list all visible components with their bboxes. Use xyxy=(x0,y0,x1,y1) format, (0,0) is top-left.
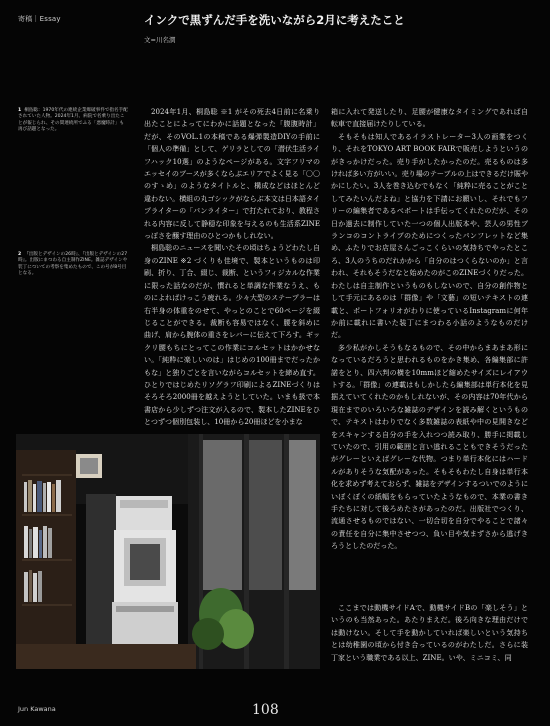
footnote-number: 1 xyxy=(18,108,22,113)
footnote-2 xyxy=(18,252,128,278)
footnote-number: 2 xyxy=(18,252,22,257)
page-number: 108 xyxy=(252,702,279,718)
article-title: インクで黒ずんだ手を洗いながら2月に考えたこと xyxy=(144,13,405,27)
category-label: 寄稿｜Essay xyxy=(18,15,61,23)
body-paragraph: 2024年1月、桐島聡 ※1 がその死去4日前に名乗り出たことによってにわかに話題となった「腹腹時計」だが、そのVOL.1の本稿である爆弾製造DIYの手前に「個人の準備」として、ゲリラとしての「潜伏生活ライフハック10選」のようなページがある。文字フリマのエッセイのブースが多くならぶエリアでよく見る「〇〇のすゝめ」のようなタイトルと、構成などはほとんど違わない。横組の丸ゴシックがならぶ本文は日本語タイプライターの「パンライター」で打たれており、教程される内容に反して静穏な印象を与えるのも生活系ZINEっぽさを醸す理由のひとつかもしれない。 xyxy=(144,107,320,241)
author-footer: Jun Kawana xyxy=(18,705,56,713)
body-paragraph: そもそもは知人であるイラストレーター3人の画業をつくり、それをTOKYO ART BOOK FAIRで販売しようというのがきっかけだった。売り手がしたかったのだ。売るものは多ければ多い方がいい。売り場のテーブルの上はできるだけ賑やかにしたい。3人を巻き込むでもなく「純粋に売ることがことしてみたいんだよね」と協力を下請にお願いし、それでもフリーの編集者であるべポートは手伝ってくれたのだが、その日か過去に制作していた一つの個人出版本や、芸人の男性ブランコのコントライブのためにつくったパンフレットなど集め、ふたりでお店屋さんごっこくらいの気持ちでやったところ、3人のうちのだれかから「自分のはつくらないのか」と言われ、それもそうだなと始めたのがこのZINEづくりだった。わたしは自主制作というものもしないので、自分の創作物として手元にあるのは「群像」や「文藝」の短いテキストの連載と、ポートフォリオがわりに使っているInstagramに何年か前に載れに書いた装丁にまつわる小話のようなものだけだ。 xyxy=(331,131,528,340)
body-paragraph: 箱に入れて発送したり、足腰が健康なタイミングであれば自転車で直接届けたりしている。 xyxy=(331,107,528,129)
body-paragraph: 多少私がかしそうもなるもので、その中からまあまあ形になっているだろうと思われるものをかき集め、各編集部に許諾をとり、四六判の横を10mmほど縮めたサイズにレイアウトする。「群像」の連載はもしかしたら編集部は単行本化を見据えていてくれたのかもしれないが、その内容は70年代から現在までのいろいろな雑誌のデザインを読み解くというもので、テキストはわりでなく多数雑誌の表紙や中の見開きなどをスキャンする自分の手を入れつつ読み取り、勝手に掲載していたので、引用の範囲と言い逃れることもできそうだったがグレーといえばグレーな代物。つまり単行本化にはハードルがありそうな気配があった。そもそもわたし自身は単行本化を求めず考えておらず、雑誌をデザインするついでのようにいぼくぼくの紙幅をもらっていたようなもので、本業の書き手たちに対して後ろめたさがあったのだ。出版社でつくり、流通させるものではない、一切合切を自分でやることで諸々の責任を自分に集中させつつ、負い目や気まずさから逃げきろうとしたのだった。 xyxy=(331,342,528,551)
body-column-2 xyxy=(331,106,528,590)
footnote-text: 『出版とデザインの26時』、『出版とデザインの27時』。出版にまつわる自主制作ZINE。雑誌デザインや装丁についての考察を集めたもので、この号が8号目となる。 xyxy=(18,252,128,277)
body-column-2-continued xyxy=(331,602,528,700)
footnote-1 xyxy=(18,108,128,134)
footnote-text: 桐島聡：1970年代の連続企業爆破事件で指名手配されていた人物。2024年1月、病院で名乗り出たことが報じられ、その間連続所でふる「悪魔時計」も再び話題となった。 xyxy=(18,108,128,133)
body-paragraph: ここまでは動機サイドAで、動機サイドBの「楽しそう」というのも当然あった。あたりまえだ。後ろ向きな理由だけでは動けない。そして手を動かしていれば楽しいという気持ちとは幼稚園の頃から付き合っているのがわたしだ。さらに装丁家という職業である以上、ZINE。いや、ミニコミ、同 xyxy=(331,603,528,662)
body-column-1 xyxy=(144,106,320,428)
body-paragraph: 桐島聡のニュースを聞いたその頃はちょうどわたし自身のZINE ※2 づくりも佳境で、製本というものは印刷、折り、丁合、綴じ、裁断、というフィジカルな作業に限った話なのだが、慣れると単調な作業なうえ、ものによればけっこう疲れる。少々大型のステープラーは右半身の体重をのせて、やっとのことで60ページを綴じることができる。裁断も容易ではなく、腰を斜めに曲げ、肩から腕体の重さをレバーに伝えて下ろす。ギックリ腰もちにとってこの作業にコルセットはかかせない。「純粋に楽しいのは」はじめの100冊までだったかもな」と独りごとを言いながらコルセットを締め直す。ひとりではじめたリソグラフ印刷によるZINEづくりはそろそろ2000冊を越えようとしていた。いまも扱で本書店から少しずつ注文が入るので、製本したZINEをひとつずつ個別包装し、10冊から20冊ほどを小まな xyxy=(144,243,320,427)
photo-studio-with-risograph xyxy=(16,434,320,669)
byline: 文=川名潤 xyxy=(144,36,176,44)
